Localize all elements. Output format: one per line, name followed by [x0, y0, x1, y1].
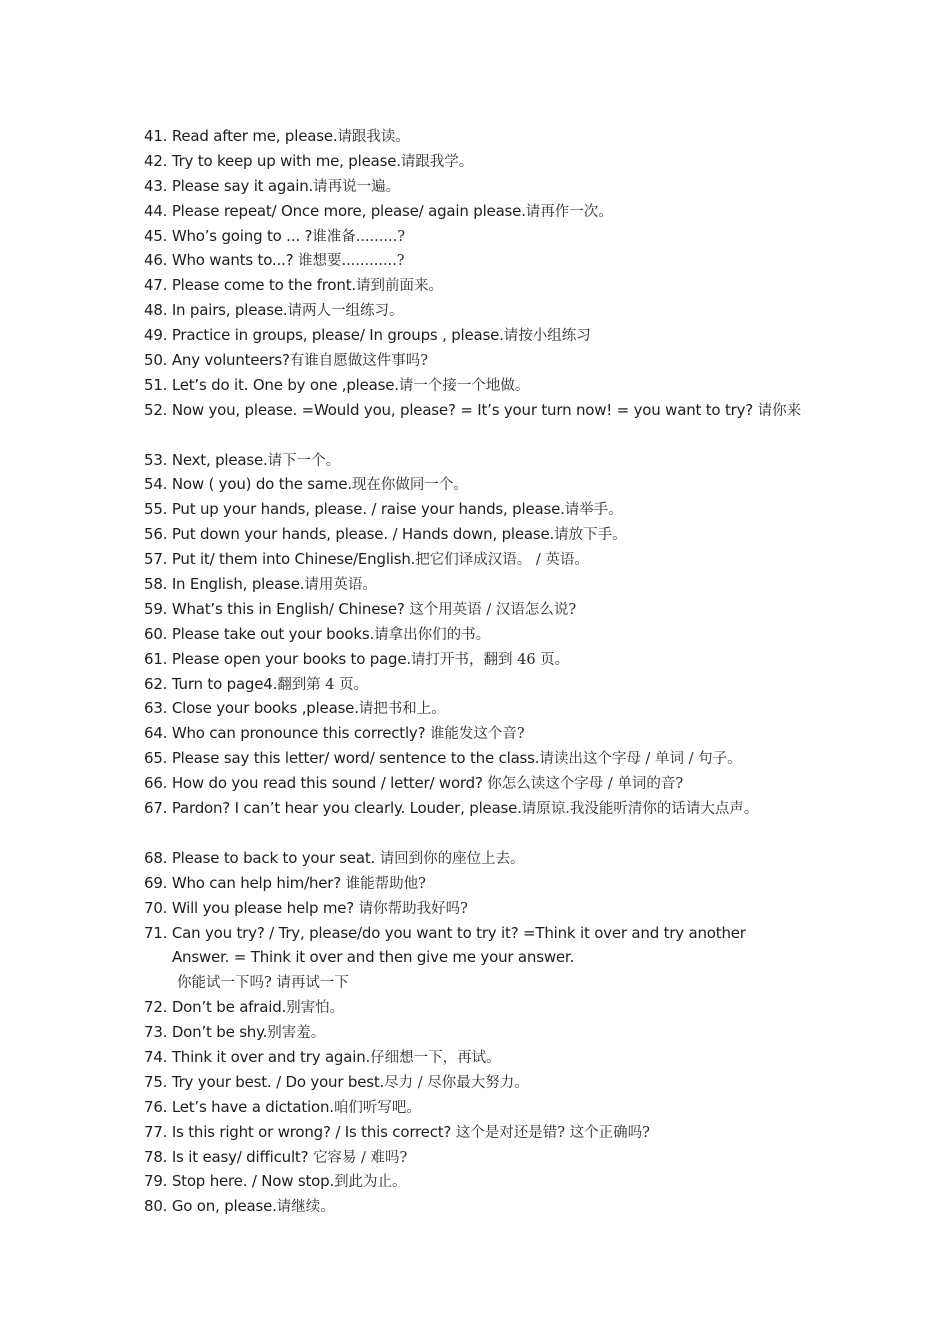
list-item: 47. Please come to the front.请到前面来。 [144, 276, 443, 295]
list-item: 43. Please say it again.请再说一遍。 [144, 176, 401, 195]
list-item: 58. In English, please.请用英语。 [144, 575, 377, 594]
list-item: 49. Practice in groups, please/ In groups , please.请按小组练习 [144, 326, 591, 345]
list-item-continuation: 你能试一下吗? 请再试一下 [177, 975, 349, 992]
list-item: 53. Next, please.请下一个。 [144, 450, 341, 469]
list-item: 65. Please say this letter/ word/ sentence to the class.请读出这个字母 / 单词 / 句子。 [144, 749, 742, 768]
list-item: 50. Any volunteers?有谁自愿做这件事吗? [144, 351, 429, 370]
list-item-continuation: Answer. = Think it over and then give me your answer. [172, 948, 575, 967]
phrase-list [144, 124, 924, 1219]
list-item: 45. Who’s going to ... ?谁准备.........? [144, 226, 405, 245]
list-item: 63. Close your books ,please.请把书和上。 [144, 699, 446, 718]
list-item: 72. Don’t be afraid.别害怕。 [144, 998, 345, 1017]
list-item: 79. Stop here. / Now stop.到此为止。 [144, 1172, 407, 1191]
paragraph-gap [144, 821, 924, 846]
list-item: 78. Is it easy/ difficult? 它容易 / 难吗? [144, 1147, 408, 1166]
list-item: 60. Please take out your books.请拿出你们的书。 [144, 624, 491, 643]
list-item: 41. Read after me, please.请跟我读。 [144, 127, 410, 145]
list-item: 54. Now ( you) do the same.现在你做同一个。 [144, 475, 468, 494]
list-item: 62. Turn to page4.翻到第 4 页。 [144, 674, 369, 693]
list-item: 73. Don’t be shy.别害羞。 [144, 1023, 326, 1042]
paragraph-gap [144, 423, 924, 448]
list-item: 75. Try your best. / Do your best.尽力 / 尽你最大努力。 [144, 1072, 529, 1091]
list-item: 71. Can you try? / Try, please/do you want to try it? =Think it over and try another [144, 923, 746, 942]
list-item: 77. Is this right or wrong? / Is this correct? 这个是对还是错? 这个正确吗? [144, 1122, 650, 1141]
list-item: 55. Put up your hands, please. / raise your hands, please.请举手。 [144, 500, 623, 519]
list-item: 68. Please to back to your seat. 请回到你的座位上去。 [144, 848, 525, 867]
list-item: 70. Will you please help me? 请你帮助我好吗? [144, 898, 468, 917]
list-item: 52. Now you, please. =Would you, please? = It’s your turn now! = you want to try? 请你来 [144, 400, 802, 419]
list-item: 57. Put it/ them into Chinese/English.把它们译成汉语。 / 英语。 [144, 550, 589, 569]
list-item: 51. Let’s do it. One by one ,please.请一个接一个地做。 [144, 375, 530, 394]
list-item: 64. Who can pronounce this correctly? 谁能发这个音? [144, 724, 525, 743]
list-item: 66. How do you read this sound / letter/ word? 你怎么读这个字母 / 单词的音? [144, 774, 684, 793]
list-item: 80. Go on, please.请继续。 [144, 1197, 335, 1216]
list-item: 74. Think it over and try again.仔细想一下，再试。 [144, 1047, 501, 1066]
list-item: 42. Try to keep up with me, please.请跟我学。 [144, 151, 474, 170]
list-item: 56. Put down your hands, please. / Hands down, please.请放下手。 [144, 525, 627, 544]
list-item: 46. Who wants to...? 谁想要............? [144, 251, 405, 270]
list-item: 69. Who can help him/her? 谁能帮助他? [144, 873, 426, 892]
list-item: 61. Please open your books to page.请打开书，翻到 46 页。 [144, 649, 570, 668]
list-item: 48. In pairs, please.请两人一组练习。 [144, 301, 404, 320]
list-item: 59. What’s this in English/ Chinese? 这个用英语 / 汉语怎么说? [144, 599, 577, 618]
list-item: 44. Please repeat/ Once more, please/ again please.请再作一次。 [144, 201, 613, 220]
list-item: 76. Let’s have a dictation.咱们听写吧。 [144, 1097, 421, 1116]
list-item: 67. Pardon? I can’t hear you clearly. Louder, please.请原谅.我没能听清你的话请大点声。 [144, 799, 759, 818]
